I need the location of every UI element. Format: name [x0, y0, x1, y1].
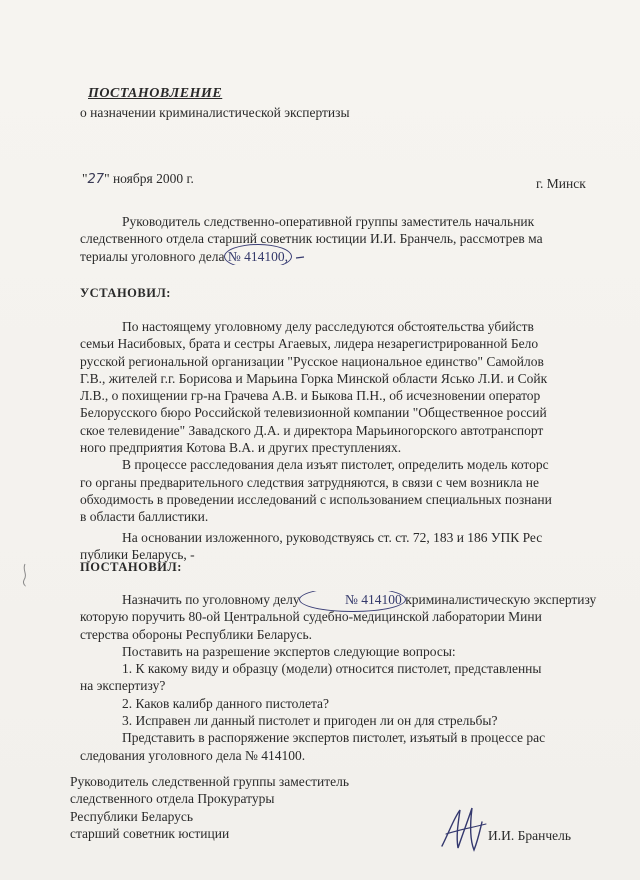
est-p1-line-6: Белорусского бюро Российской телевизионной компании "Общественное россий	[80, 405, 547, 421]
document-city: г. Минск	[536, 176, 586, 191]
date-month-year: ноября 2000 г.	[109, 171, 194, 186]
established-section	[80, 318, 600, 563]
est-p1-line-3: русской региональной организации "Русское национальное единство" Самойлов	[80, 353, 544, 369]
case-number-circled-2: № 414100	[303, 591, 402, 608]
present-line-2: следования уголовного дела № 414100.	[80, 747, 306, 763]
question-2: 2. Каков калибр данного пистолета?	[122, 695, 330, 711]
est-p1-line-5: Л.В., о похищении гр-на Грачева А.В. и Быкова П.Н., об исчезновении оператор	[80, 388, 541, 404]
section-established-heading: УСТАНОВИЛ:	[80, 286, 171, 300]
intro-line-3: териалы уголовного дела	[80, 248, 228, 264]
sig-line-1: Руководитель следственной группы заместитель	[70, 774, 350, 789]
question-1-line-2: на экспертизу?	[80, 678, 166, 694]
question-3: 3. Исправен ли данный пистолет и пригоден ли он для стрельбы?	[122, 713, 498, 729]
est-p1-line-7: ское телевидение" Завадского Д.А. и директора Марьиногорского автотранспорт	[80, 422, 544, 438]
present-line-1: Представить в распоряжение экспертов пистолет, изъятый в процессе рас	[122, 730, 546, 746]
est-p3-line-2: публики Беларусь, -	[80, 546, 195, 562]
document-date: "27" ноября 2000 г.	[82, 171, 194, 187]
document-title: ПОСТАНОВЛЕНИЕ	[88, 86, 223, 101]
sig-line-2: следственного отдела Прокуратуры	[70, 791, 275, 807]
est-p2-line-2: го органы предварительного следствия затрудняются, в связи с чем возникла не	[80, 474, 539, 490]
decision-line-2: которую поручить 80-ой Центральной судебно-медицинской лаборатории Мини	[80, 609, 542, 625]
intro-line-2: следственного отдела старший советник юстиции И.И. Бранчель, рассмотрев ма	[80, 231, 543, 247]
decision-line-1-start: Назначить по уголовному делу	[122, 592, 304, 607]
signature-block	[70, 773, 349, 842]
date-day-handwritten: 27	[87, 172, 105, 187]
question-1-line-1: 1. К какому виду и образцу (модели) относится пистолет, представленны	[122, 661, 542, 677]
decision-line-1-end: криминалистическую экспертизу	[401, 592, 597, 607]
case-number-circled: № 414100,	[227, 248, 288, 264]
section-decided-heading: ПОСТАНОВИЛ:	[80, 560, 182, 574]
est-p1-line-8: ного предприятия Котова В.А. и других преступлениях.	[80, 440, 402, 456]
margin-mark-icon	[18, 562, 32, 588]
questions-intro: Поставить на разрешение экспертов следующие вопросы:	[122, 643, 456, 659]
document-subtitle: о назначении криминалистической экспертизы	[80, 105, 350, 120]
est-p1-line-4: Г.В., жителей г.г. Борисова и Марьина Горка Минской области Ясько Л.И. и Сойк	[80, 370, 548, 386]
intro-paragraph	[80, 213, 600, 265]
signer-name: И.И. Бранчель	[488, 828, 572, 843]
sig-line-4: старший советник юстиции	[70, 825, 230, 841]
est-p1-line-2: семьи Насибовых, брата и сестры Агаевых, лидера незарегистрированной Бело	[80, 336, 539, 352]
pen-mark-icon	[294, 250, 318, 264]
est-p2-line-1: В процессе расследования дела изъят пистолет, определить модель которс	[122, 457, 549, 473]
intro-line-1: Руководитель следственно-оперативной группы заместитель начальник	[122, 214, 535, 229]
est-p2-line-3: обходимость в проведении исследований с использованием специальных познани	[80, 491, 552, 507]
handwritten-signature-icon	[436, 800, 496, 860]
est-p1-line-1: По настоящему уголовному делу расследуются обстоятельства убийств	[122, 319, 534, 334]
sig-line-3: Республики Беларусь	[70, 808, 194, 824]
decision-line-3: стерства обороны Республики Беларусь.	[80, 626, 313, 642]
est-p2-line-4: в области баллистики.	[80, 509, 209, 525]
est-p3-line-1: На основании изложенного, руководствуясь ст. ст. 72, 183 и 186 УПК Рес	[122, 529, 543, 545]
decision-section	[80, 591, 604, 764]
